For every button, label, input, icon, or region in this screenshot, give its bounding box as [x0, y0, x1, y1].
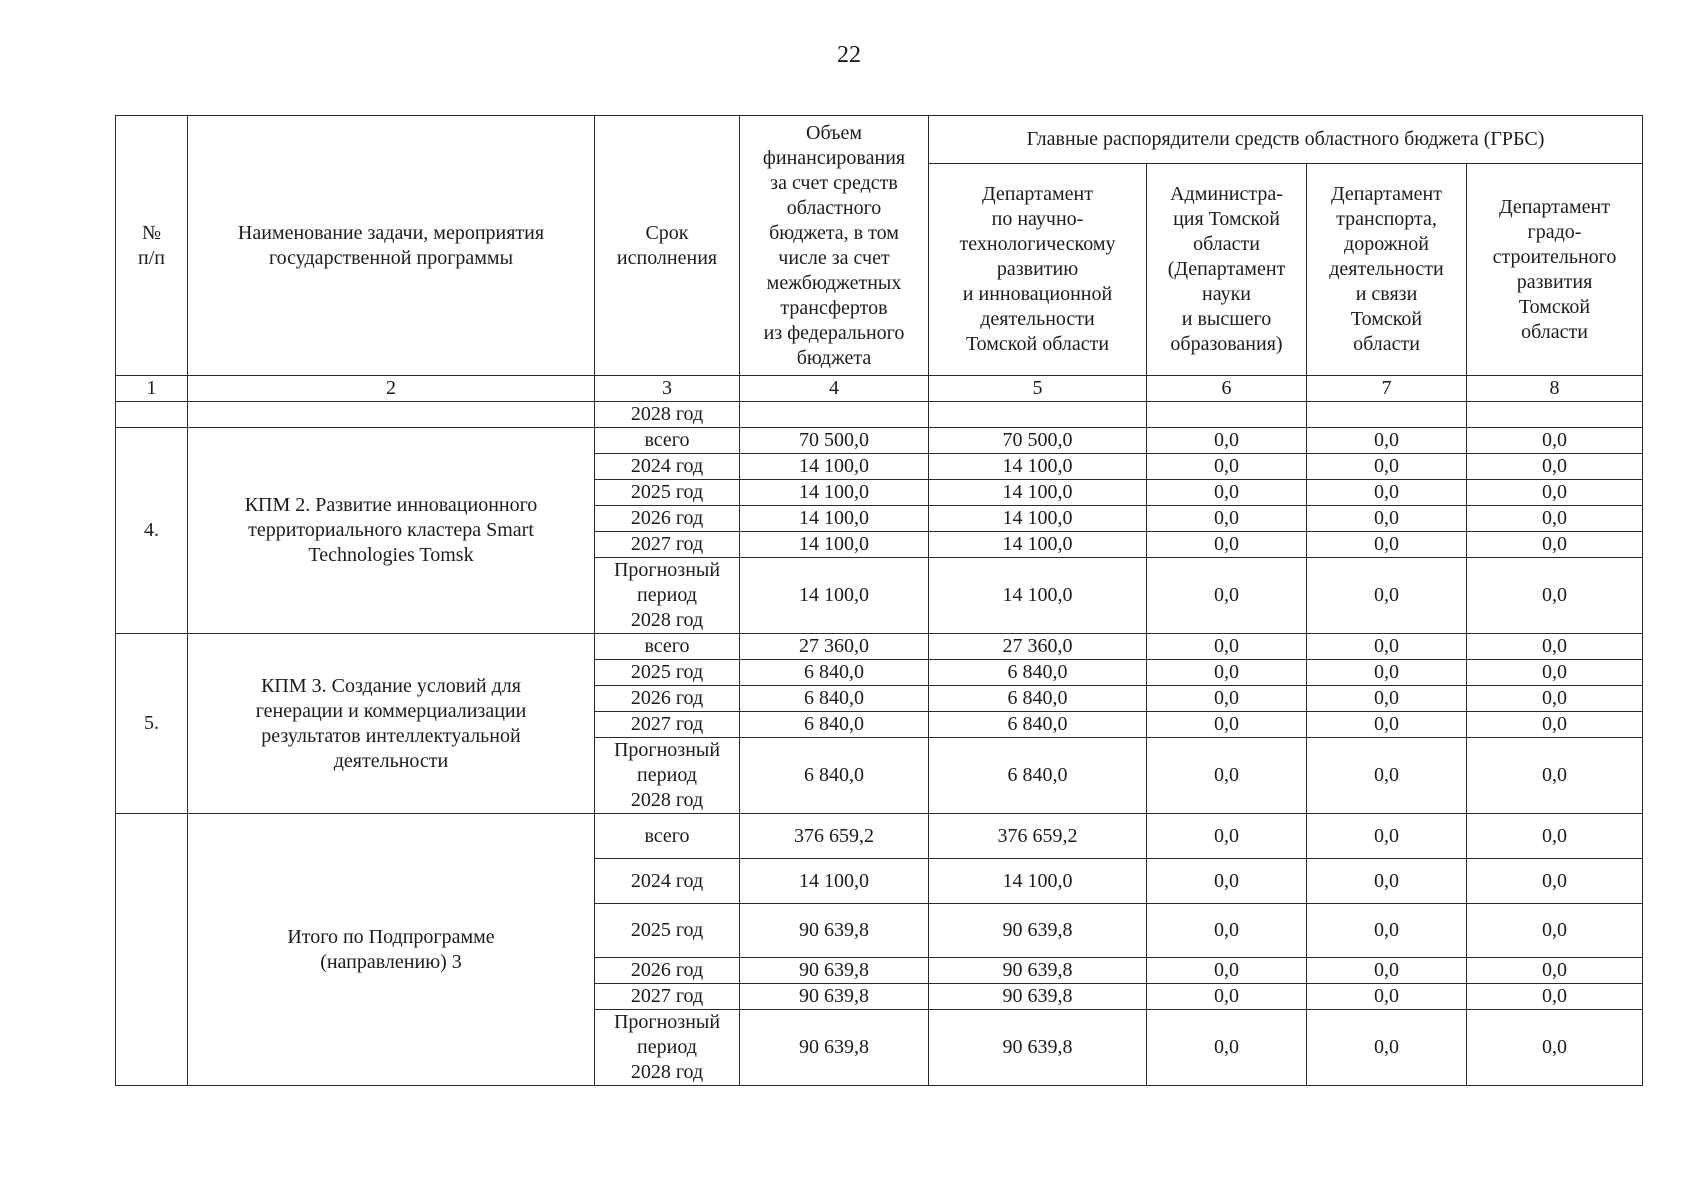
- admin-cell: 0,0: [1147, 558, 1307, 634]
- dept-science-cell: 70 500,0: [929, 428, 1147, 454]
- column-index-row: [116, 376, 1643, 402]
- volume-cell: 14 100,0: [740, 506, 929, 532]
- term-cell: 2026 год: [595, 958, 740, 984]
- dept-transport-cell: 0,0: [1307, 1010, 1467, 1086]
- term-cell: 2027 год: [595, 984, 740, 1010]
- dept-transport-cell: 0,0: [1307, 686, 1467, 712]
- dept-science-cell: 14 100,0: [929, 532, 1147, 558]
- dept-construction-cell: 0,0: [1467, 859, 1643, 904]
- dept-construction-cell: 0,0: [1467, 532, 1643, 558]
- dept-transport-cell: 0,0: [1307, 660, 1467, 686]
- column-index-cell: 1: [116, 376, 188, 402]
- dept-construction-cell: 0,0: [1467, 904, 1643, 958]
- dept-science-cell: 14 100,0: [929, 454, 1147, 480]
- term-cell: всего: [595, 814, 740, 859]
- dept-transport-cell: 0,0: [1307, 904, 1467, 958]
- volume-cell: 14 100,0: [740, 454, 929, 480]
- column-index-cell: 7: [1307, 376, 1467, 402]
- empty-cell: [1147, 402, 1307, 428]
- admin-cell: 0,0: [1147, 686, 1307, 712]
- admin-cell: 0,0: [1147, 738, 1307, 814]
- header-dept-transport: Департамент транспорта, дорожной деятельности и связи Томской области: [1307, 164, 1467, 376]
- dept-science-cell: 27 360,0: [929, 634, 1147, 660]
- dept-construction-cell: 0,0: [1467, 480, 1643, 506]
- dept-transport-cell: 0,0: [1307, 454, 1467, 480]
- admin-cell: 0,0: [1147, 859, 1307, 904]
- header-term: Срок исполнения: [595, 116, 740, 376]
- term-cell: Прогнозный период 2028 год: [595, 738, 740, 814]
- volume-cell: 14 100,0: [740, 480, 929, 506]
- dept-transport-cell: 0,0: [1307, 558, 1467, 634]
- empty-cell: [116, 402, 188, 428]
- task-name-cell: КПМ 3. Создание условий для генерации и коммерциализации результатов интеллектуальной деятельности: [188, 634, 595, 814]
- empty-cell: [929, 402, 1147, 428]
- volume-cell: 6 840,0: [740, 660, 929, 686]
- table-row: [116, 814, 1643, 859]
- volume-cell: 90 639,8: [740, 984, 929, 1010]
- budget-table: [115, 115, 1643, 1086]
- dept-transport-cell: 0,0: [1307, 859, 1467, 904]
- dept-construction-cell: 0,0: [1467, 738, 1643, 814]
- volume-cell: 90 639,8: [740, 904, 929, 958]
- dept-transport-cell: 0,0: [1307, 712, 1467, 738]
- dept-science-cell: 6 840,0: [929, 738, 1147, 814]
- volume-cell: 70 500,0: [740, 428, 929, 454]
- dept-construction-cell: 0,0: [1467, 686, 1643, 712]
- term-cell: Прогнозный период 2028 год: [595, 558, 740, 634]
- volume-cell: 376 659,2: [740, 814, 929, 859]
- empty-cell: [1467, 402, 1643, 428]
- dept-transport-cell: 0,0: [1307, 958, 1467, 984]
- dept-construction-cell: 0,0: [1467, 558, 1643, 634]
- page-number: 22: [837, 42, 861, 68]
- dept-science-cell: 14 100,0: [929, 558, 1147, 634]
- volume-cell: 14 100,0: [740, 532, 929, 558]
- dept-construction-cell: 0,0: [1467, 634, 1643, 660]
- header-dept-construction: Департамент градо- строительного развития Томской области: [1467, 164, 1643, 376]
- dept-science-cell: 6 840,0: [929, 712, 1147, 738]
- admin-cell: 0,0: [1147, 660, 1307, 686]
- dept-science-cell: 14 100,0: [929, 859, 1147, 904]
- volume-cell: 90 639,8: [740, 1010, 929, 1086]
- term-cell: Прогнозный период 2028 год: [595, 1010, 740, 1086]
- table-row: [116, 428, 1643, 454]
- dept-science-cell: 6 840,0: [929, 660, 1147, 686]
- dept-construction-cell: 0,0: [1467, 454, 1643, 480]
- term-cell: 2027 год: [595, 532, 740, 558]
- column-index-cell: 2: [188, 376, 595, 402]
- volume-cell: 14 100,0: [740, 859, 929, 904]
- column-index-cell: 5: [929, 376, 1147, 402]
- dept-transport-cell: 0,0: [1307, 506, 1467, 532]
- dept-construction-cell: 0,0: [1467, 660, 1643, 686]
- admin-cell: 0,0: [1147, 958, 1307, 984]
- admin-cell: 0,0: [1147, 712, 1307, 738]
- column-index-cell: 6: [1147, 376, 1307, 402]
- header-row: [116, 116, 1643, 164]
- dept-science-cell: 90 639,8: [929, 984, 1147, 1010]
- dept-construction-cell: 0,0: [1467, 984, 1643, 1010]
- term-cell: 2025 год: [595, 480, 740, 506]
- header-dept-science: Департамент по научно- технологическому развитию и инновационной деятельности Томской области: [929, 164, 1147, 376]
- dept-transport-cell: 0,0: [1307, 984, 1467, 1010]
- admin-cell: 0,0: [1147, 506, 1307, 532]
- dept-construction-cell: 0,0: [1467, 958, 1643, 984]
- dept-construction-cell: 0,0: [1467, 712, 1643, 738]
- dept-science-cell: 6 840,0: [929, 686, 1147, 712]
- header-grbs-group: Главные распорядители средств областного бюджета (ГРБС): [929, 116, 1643, 164]
- term-cell: 2026 год: [595, 506, 740, 532]
- term-cell: 2025 год: [595, 660, 740, 686]
- header-admin: Администра- ция Томской области (Департамент науки и высшего образования): [1147, 164, 1307, 376]
- dept-science-cell: 376 659,2: [929, 814, 1147, 859]
- dept-transport-cell: 0,0: [1307, 634, 1467, 660]
- column-index-cell: 8: [1467, 376, 1643, 402]
- row-number-cell: [116, 814, 188, 1086]
- dept-transport-cell: 0,0: [1307, 428, 1467, 454]
- volume-cell: 14 100,0: [740, 558, 929, 634]
- admin-cell: 0,0: [1147, 1010, 1307, 1086]
- dept-construction-cell: 0,0: [1467, 1010, 1643, 1086]
- row-number-cell: 4.: [116, 428, 188, 634]
- admin-cell: 0,0: [1147, 634, 1307, 660]
- volume-cell: 6 840,0: [740, 712, 929, 738]
- header-number: № п/п: [116, 116, 188, 376]
- dept-transport-cell: 0,0: [1307, 532, 1467, 558]
- header-task-name: Наименование задачи, мероприятия государственной программы: [188, 116, 595, 376]
- term-cell: 2024 год: [595, 859, 740, 904]
- dept-science-cell: 14 100,0: [929, 480, 1147, 506]
- volume-cell: 6 840,0: [740, 686, 929, 712]
- admin-cell: 0,0: [1147, 454, 1307, 480]
- admin-cell: 0,0: [1147, 814, 1307, 859]
- row-number-cell: 5.: [116, 634, 188, 814]
- admin-cell: 0,0: [1147, 428, 1307, 454]
- admin-cell: 0,0: [1147, 480, 1307, 506]
- dept-transport-cell: 0,0: [1307, 814, 1467, 859]
- dept-construction-cell: 0,0: [1467, 428, 1643, 454]
- dept-science-cell: 90 639,8: [929, 904, 1147, 958]
- term-cell: 2028 год: [595, 402, 740, 428]
- task-name-cell: Итого по Подпрограмме (направлению) 3: [188, 814, 595, 1086]
- task-name-cell: КПМ 2. Развитие инновационного территориального кластера Smart Technologies Tomsk: [188, 428, 595, 634]
- table-row: [116, 634, 1643, 660]
- column-index-cell: 4: [740, 376, 929, 402]
- dept-transport-cell: 0,0: [1307, 738, 1467, 814]
- term-cell: всего: [595, 634, 740, 660]
- dept-construction-cell: 0,0: [1467, 506, 1643, 532]
- empty-cell: [740, 402, 929, 428]
- header-volume: Объем финансирования за счет средств областного бюджета, в том числе за счет межбюджетных трансфертов из федерального бюджета: [740, 116, 929, 376]
- volume-cell: 27 360,0: [740, 634, 929, 660]
- term-cell: 2025 год: [595, 904, 740, 958]
- dept-construction-cell: 0,0: [1467, 814, 1643, 859]
- table-body: [116, 376, 1643, 1086]
- volume-cell: 6 840,0: [740, 738, 929, 814]
- term-cell: 2026 год: [595, 686, 740, 712]
- table-row: [116, 402, 1643, 428]
- dept-science-cell: 14 100,0: [929, 506, 1147, 532]
- dept-science-cell: 90 639,8: [929, 958, 1147, 984]
- admin-cell: 0,0: [1147, 532, 1307, 558]
- table-header: [116, 116, 1643, 376]
- term-cell: 2027 год: [595, 712, 740, 738]
- dept-science-cell: 90 639,8: [929, 1010, 1147, 1086]
- column-index-cell: 3: [595, 376, 740, 402]
- empty-cell: [188, 402, 595, 428]
- admin-cell: 0,0: [1147, 904, 1307, 958]
- term-cell: всего: [595, 428, 740, 454]
- dept-transport-cell: 0,0: [1307, 480, 1467, 506]
- admin-cell: 0,0: [1147, 984, 1307, 1010]
- empty-cell: [1307, 402, 1467, 428]
- term-cell: 2024 год: [595, 454, 740, 480]
- volume-cell: 90 639,8: [740, 958, 929, 984]
